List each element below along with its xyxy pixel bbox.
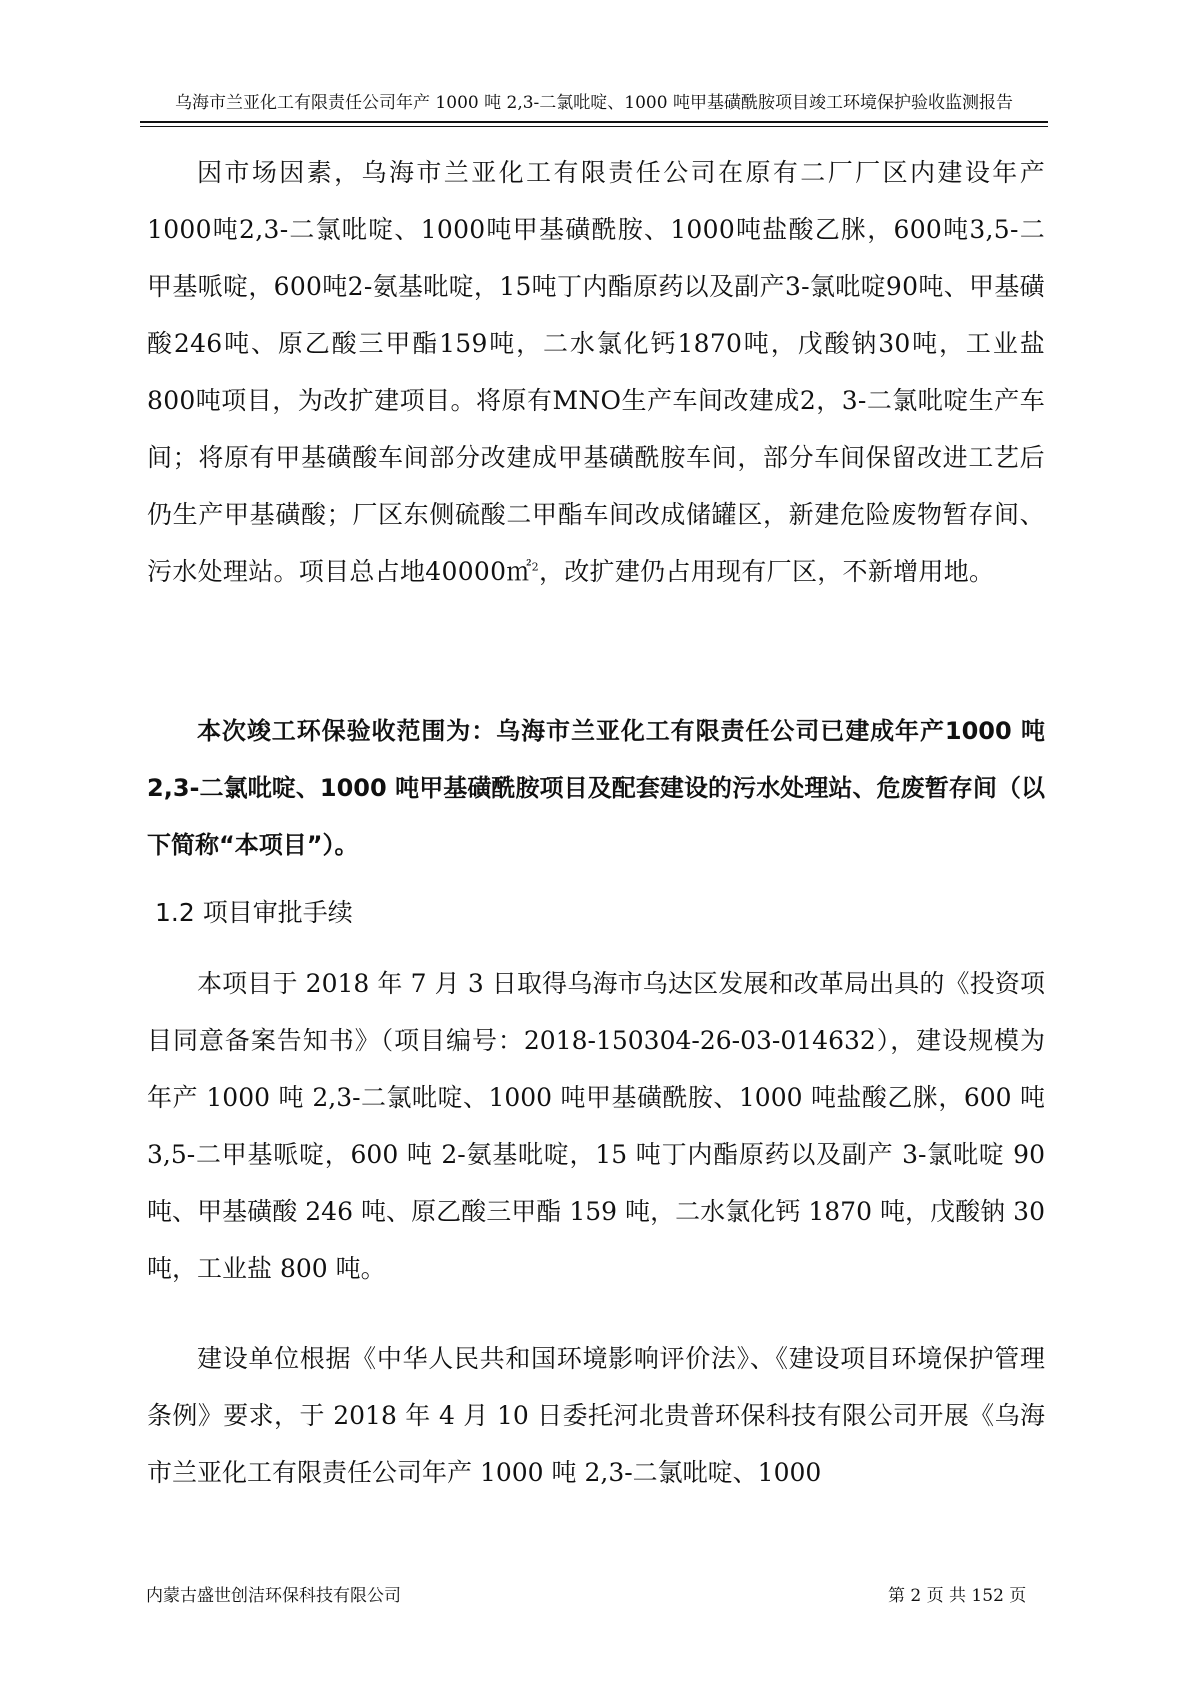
paragraph-filing-notice: 本项目于 2018 年 7 月 3 日取得乌海市乌达区发展和改革局出具的《投资项目同意备案告知书》（项目编号：2018-150304-26-03-014632），建设规模为年产 1000 吨 2,3-二氯吡啶、1000 吨甲基磺酰胺、1000 吨盐酸乙脒，600 吨 3,5-二甲基哌啶，600 吨 2-氨基吡啶，15 吨丁内酯原药以及副产 3-氯吡啶 90 吨、甲基磺酸 246 吨、原乙酸三甲酯 159 吨，二水氯化钙 1870 吨，戊酸钠 30 吨，工业盐 800 吨。: [147, 969, 1046, 1283]
area-unit-superscript: 2: [531, 560, 539, 574]
paragraph-project-background-tail: ，改扩建仍占用现有厂区，不新增用地。: [538, 557, 995, 586]
running-header: 乌海市兰亚化工有限责任公司年产 1000 吨 2,3-二氯吡啶、1000 吨甲基磺酰胺项目竣工环境保护验收监测报告: [175, 93, 1013, 113]
paragraph-acceptance-scope: 本次竣工环保验收范围为：乌海市兰亚化工有限责任公司已建成年产1000 吨 2,3-二氯吡啶、1000 吨甲基磺酰胺项目及配套建设的污水处理站、危废暂存间（以下简称“本项目”）。: [147, 717, 1045, 859]
paragraph-project-background-text: 因市场因素，乌海市兰亚化工有限责任公司在原有二厂厂区内建设年产1000吨2,3-二氯吡啶、1000吨甲基磺酰胺、1000吨盐酸乙脒，600吨3,5-二甲基哌啶，600吨2-氨基吡啶，15吨丁内酯原药以及副产3-氯吡啶90吨、甲基磺酸246吨、原乙酸三甲酯159吨，二水氯化钙1870吨，戊酸钠30吨，工业盐800吨项目，为改扩建项目。将原有MNO生产车间改建成2，3-二氯吡啶生产车间；将原有甲基磺酸车间部分改建成甲基磺酰胺车间，部分车间保留改进工艺后仍生产甲基磺酸；厂区东侧硫酸二甲酯车间改成储罐区，新建危险废物暂存间、污水处理站。项目总占地40000㎡: [147, 158, 1045, 586]
footer-company: 内蒙古盛世创洁环保科技有限公司: [146, 1586, 401, 1606]
header-rule-thick: [140, 121, 1048, 123]
paragraph-eia-commission: 建设单位根据《中华人民共和国环境影响评价法》、《建设项目环境保护管理条例》要求，于 2018 年 4 月 10 日委托河北贵普环保科技有限公司开展《乌海市兰亚化工有限责任公司年产 1000 吨 2,3-二氯吡啶、1000: [147, 1344, 1045, 1487]
header-rule-thin: [140, 126, 1048, 127]
footer-page-number: 第 2 页 共 152 页: [888, 1586, 1027, 1606]
section-heading-approval-procedures: 1.2 项目审批手续: [155, 898, 353, 927]
paragraph-project-background: [147, 144, 1045, 600]
